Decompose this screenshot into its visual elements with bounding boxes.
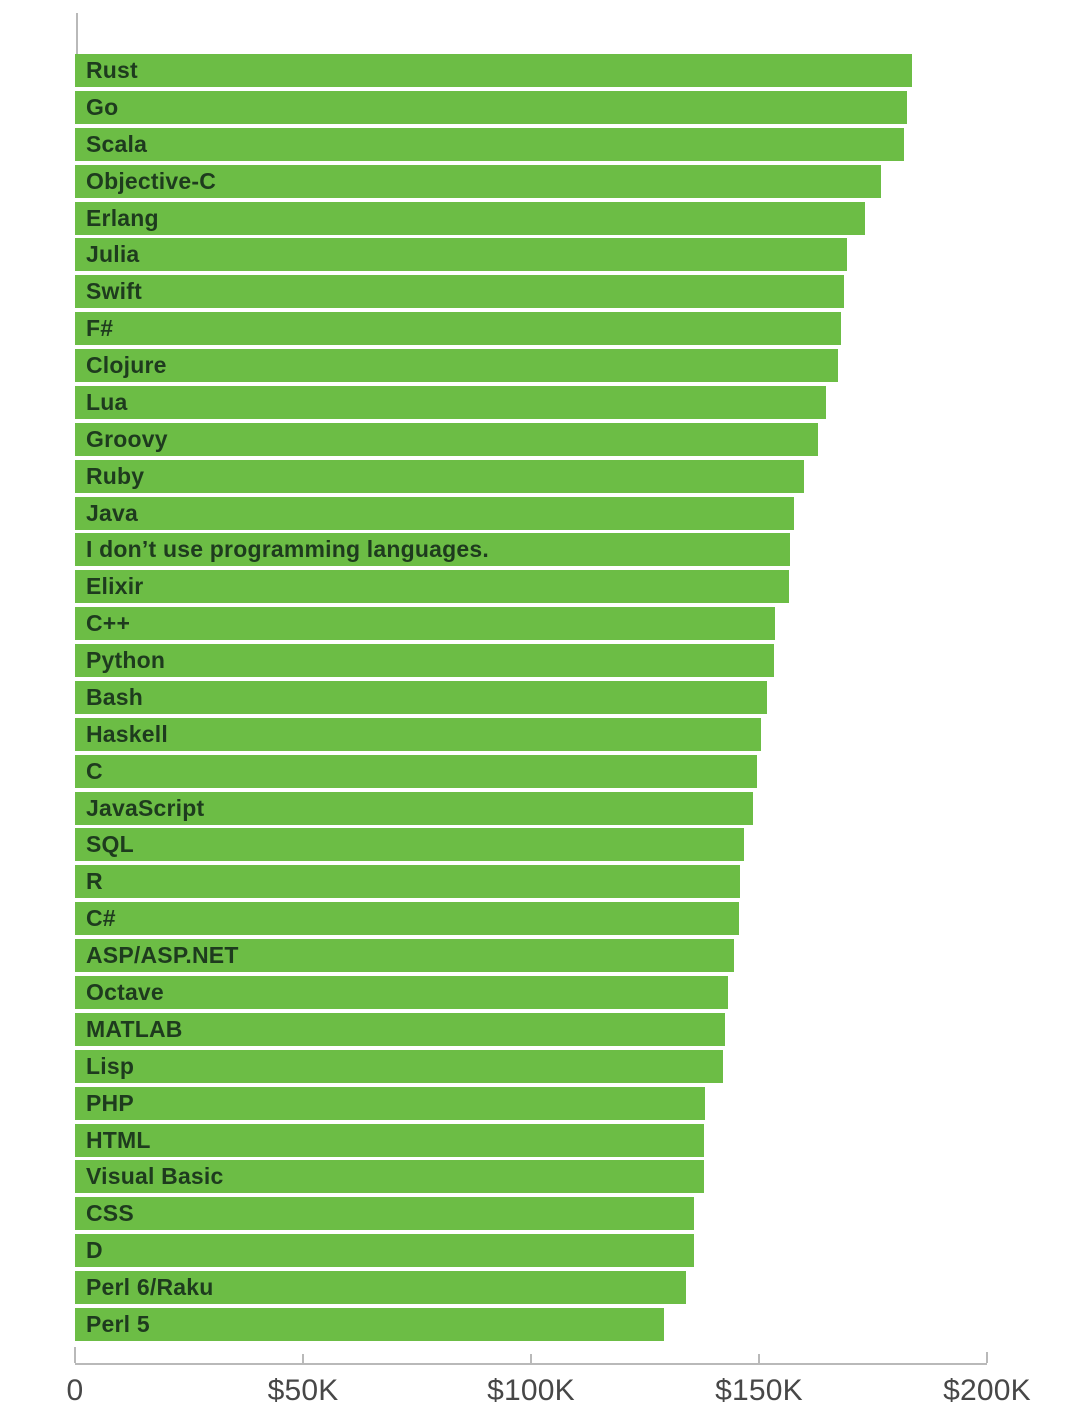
- bar-row: [75, 865, 740, 898]
- bar-label: Groovy: [86, 425, 168, 452]
- bar-row: [75, 460, 804, 493]
- bar-label: Perl 6/Raku: [86, 1274, 214, 1301]
- bar-row: [75, 349, 838, 382]
- bar-label: C: [86, 757, 103, 784]
- x-axis-tick-label: $100K: [487, 1374, 575, 1407]
- bar-label: Java: [86, 499, 138, 526]
- bar-label: SQL: [86, 831, 134, 858]
- bar-label: Python: [86, 647, 166, 674]
- bar-label: ASP/ASP.NET: [86, 942, 239, 969]
- bar-row: [75, 570, 789, 603]
- x-axis: [66, 1363, 1031, 1423]
- bar-label: Haskell: [86, 720, 168, 747]
- bar-label: Objective-C: [86, 167, 217, 194]
- x-axis-tick: [530, 1354, 532, 1363]
- bar-row: [75, 54, 912, 87]
- x-axis-tick-label: $200K: [943, 1374, 1031, 1407]
- bar-label: C++: [86, 610, 131, 637]
- bar-row: [75, 755, 757, 788]
- bar-label: C#: [86, 905, 116, 932]
- bar-label: Visual Basic: [86, 1163, 224, 1190]
- bar-row: [75, 165, 881, 198]
- bar-label: Ruby: [86, 462, 145, 489]
- bar-row: [75, 275, 844, 308]
- bar-row: [75, 312, 841, 345]
- bar-row: [75, 607, 775, 640]
- bar-label: CSS: [86, 1200, 134, 1227]
- bar-label: Erlang: [86, 204, 159, 231]
- x-axis-tick: [302, 1354, 304, 1363]
- y-axis-line: [76, 13, 78, 54]
- bar-row: [75, 976, 728, 1009]
- bar-label: R: [86, 868, 103, 895]
- bar-row: [75, 1160, 704, 1193]
- bar-label: Go: [86, 93, 119, 120]
- bar-row: [75, 1271, 686, 1304]
- bar-row: [75, 644, 774, 677]
- bar-label: Rust: [86, 57, 138, 83]
- bar-row: [75, 1234, 694, 1267]
- x-axis-tick-label: $50K: [267, 1374, 339, 1407]
- bar-row: [75, 202, 865, 235]
- bar-label: MATLAB: [86, 1015, 183, 1042]
- bar-label: JavaScript: [86, 794, 205, 821]
- bar-row: [75, 792, 753, 825]
- bar-row: [75, 681, 767, 714]
- x-axis-tick: [74, 1347, 76, 1363]
- x-axis-tick-label: 0: [66, 1374, 84, 1407]
- x-axis-tick: [986, 1352, 988, 1363]
- bar-label: Swift: [86, 278, 142, 305]
- bar-label: Julia: [86, 241, 140, 268]
- bars: [75, 54, 987, 1344]
- bar-label: F#: [86, 315, 114, 342]
- bar-label: Octave: [86, 979, 164, 1005]
- bar-row: [75, 1050, 723, 1083]
- bar-label: I don’t use programming languages.: [86, 536, 489, 563]
- bar-row: [75, 828, 744, 861]
- bar-label: Scala: [86, 130, 148, 157]
- bar-row: [75, 423, 818, 456]
- bar-row: [75, 91, 907, 124]
- bar-label: D: [86, 1237, 103, 1264]
- bar-label: Elixir: [86, 573, 144, 600]
- bar-row: [75, 1124, 704, 1157]
- bar-label: PHP: [86, 1089, 134, 1116]
- x-axis-line: [75, 1363, 987, 1365]
- bar-row: [75, 1197, 694, 1230]
- bar-row: [75, 1087, 705, 1120]
- bar-label: Perl 5: [86, 1310, 150, 1337]
- bar-row: [75, 1308, 664, 1341]
- bar-label: Lisp: [86, 1052, 135, 1079]
- bar-row: [75, 902, 739, 935]
- x-axis-tick-label: $150K: [715, 1374, 803, 1407]
- bar-label: HTML: [86, 1126, 151, 1153]
- x-axis-tick: [758, 1354, 760, 1363]
- bar-label: Lua: [86, 388, 128, 415]
- bar-row: [75, 128, 904, 161]
- bar-row: [75, 1013, 725, 1046]
- bar-row: [75, 238, 847, 271]
- bar-row: [75, 497, 794, 530]
- bar-label: Bash: [86, 683, 144, 710]
- bar-row: [75, 939, 734, 972]
- bar-row: [75, 533, 790, 566]
- bar-row: [75, 718, 761, 751]
- bar-label: Clojure: [86, 352, 167, 379]
- bar-row: [75, 386, 826, 419]
